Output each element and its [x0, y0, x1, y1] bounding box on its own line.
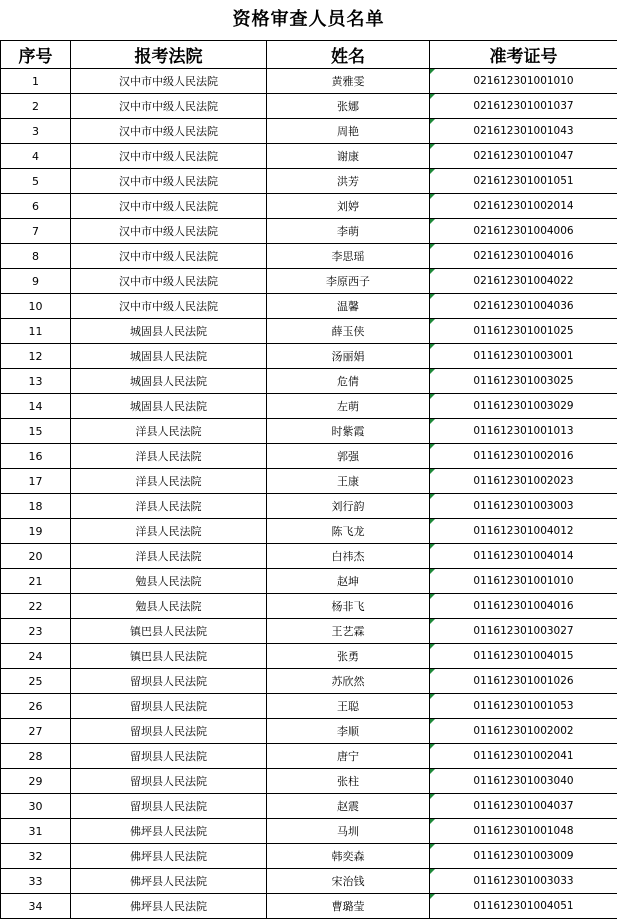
cell-index: 6 — [1, 194, 71, 219]
cell-name: 曹璐莹 — [267, 894, 430, 919]
cell-court: 留坝县人民法院 — [71, 794, 267, 819]
header-court: 报考法院 — [71, 41, 267, 69]
table-row — [1, 169, 617, 194]
cell-exam-number: 021612301001047 — [430, 144, 617, 169]
cell-exam-number: 021612301004006 — [430, 219, 617, 244]
cell-court: 镇巴县人民法院 — [71, 619, 267, 644]
cell-court: 勉县人民法院 — [71, 569, 267, 594]
cell-name: 王康 — [267, 469, 430, 494]
table-row — [1, 444, 617, 469]
cell-name: 宋治钱 — [267, 869, 430, 894]
cell-name: 苏欣然 — [267, 669, 430, 694]
cell-exam-number: 011612301001053 — [430, 694, 617, 719]
cell-court: 汉中市中级人民法院 — [71, 269, 267, 294]
cell-name: 张娜 — [267, 94, 430, 119]
cell-index: 26 — [1, 694, 71, 719]
cell-index: 1 — [1, 69, 71, 94]
cell-index: 2 — [1, 94, 71, 119]
cell-exam-number: 021612301004022 — [430, 269, 617, 294]
cell-name: 洪芳 — [267, 169, 430, 194]
cell-exam-number: 011612301004016 — [430, 594, 617, 619]
table-row — [1, 269, 617, 294]
cell-exam-number: 011612301004037 — [430, 794, 617, 819]
table-row — [1, 369, 617, 394]
cell-court: 佛坪县人民法院 — [71, 844, 267, 869]
header-row — [1, 41, 617, 69]
cell-exam-number: 011612301004051 — [430, 894, 617, 919]
cell-court: 佛坪县人民法院 — [71, 869, 267, 894]
cell-exam-number: 011612301001010 — [430, 569, 617, 594]
cell-index: 13 — [1, 369, 71, 394]
table-row — [1, 669, 617, 694]
cell-exam-number: 011612301004015 — [430, 644, 617, 669]
cell-exam-number: 011612301004014 — [430, 544, 617, 569]
table-row — [1, 519, 617, 544]
table-row — [1, 619, 617, 644]
table-row — [1, 644, 617, 669]
header-name: 姓名 — [267, 41, 430, 69]
cell-name: 危倩 — [267, 369, 430, 394]
cell-index: 4 — [1, 144, 71, 169]
document-title: 资格审查人员名单 — [232, 9, 385, 30]
cell-court: 汉中市中级人民法院 — [71, 194, 267, 219]
cell-index: 22 — [1, 594, 71, 619]
cell-name: 时紫霞 — [267, 419, 430, 444]
cell-name: 谢康 — [267, 144, 430, 169]
cell-index: 19 — [1, 519, 71, 544]
cell-name: 郭强 — [267, 444, 430, 469]
table-row — [1, 869, 617, 894]
cell-name: 李原西子 — [267, 269, 430, 294]
cell-index: 16 — [1, 444, 71, 469]
cell-index: 5 — [1, 169, 71, 194]
cell-name: 马圳 — [267, 819, 430, 844]
cell-court: 洋县人民法院 — [71, 419, 267, 444]
table-row — [1, 694, 617, 719]
table-row — [1, 119, 617, 144]
cell-index: 7 — [1, 219, 71, 244]
cell-exam-number: 011612301003009 — [430, 844, 617, 869]
cell-court: 洋县人民法院 — [71, 444, 267, 469]
table-row — [1, 244, 617, 269]
cell-exam-number: 011612301002016 — [430, 444, 617, 469]
cell-exam-number: 021612301004016 — [430, 244, 617, 269]
cell-index: 33 — [1, 869, 71, 894]
cell-exam-number: 011612301003029 — [430, 394, 617, 419]
cell-exam-number: 011612301002023 — [430, 469, 617, 494]
cell-exam-number: 011612301001025 — [430, 319, 617, 344]
cell-exam-number: 021612301001010 — [430, 69, 617, 94]
cell-exam-number: 021612301001051 — [430, 169, 617, 194]
cell-index: 25 — [1, 669, 71, 694]
cell-name: 左萌 — [267, 394, 430, 419]
cell-name: 赵坤 — [267, 569, 430, 594]
cell-court: 汉中市中级人民法院 — [71, 169, 267, 194]
cell-court: 留坝县人民法院 — [71, 744, 267, 769]
cell-name: 周艳 — [267, 119, 430, 144]
cell-exam-number: 011612301003027 — [430, 619, 617, 644]
table-row — [1, 894, 617, 919]
cell-index: 18 — [1, 494, 71, 519]
cell-index: 32 — [1, 844, 71, 869]
cell-exam-number: 011612301002002 — [430, 719, 617, 744]
table-row — [1, 219, 617, 244]
cell-index: 29 — [1, 769, 71, 794]
cell-court: 城固县人民法院 — [71, 344, 267, 369]
cell-name: 薛玉侠 — [267, 319, 430, 344]
table-row — [1, 794, 617, 819]
cell-index: 20 — [1, 544, 71, 569]
cell-court: 洋县人民法院 — [71, 469, 267, 494]
table-row — [1, 769, 617, 794]
table-row — [1, 719, 617, 744]
candidate-table — [0, 40, 617, 919]
cell-name: 陈飞龙 — [267, 519, 430, 544]
cell-exam-number: 011612301003025 — [430, 369, 617, 394]
cell-name: 黄雅雯 — [267, 69, 430, 94]
table-row — [1, 594, 617, 619]
cell-name: 白祎杰 — [267, 544, 430, 569]
table-row — [1, 744, 617, 769]
cell-court: 汉中市中级人民法院 — [71, 94, 267, 119]
cell-court: 城固县人民法院 — [71, 394, 267, 419]
cell-court: 留坝县人民法院 — [71, 719, 267, 744]
table-row — [1, 144, 617, 169]
cell-index: 14 — [1, 394, 71, 419]
cell-name: 李萌 — [267, 219, 430, 244]
cell-exam-number: 021612301004036 — [430, 294, 617, 319]
cell-index: 10 — [1, 294, 71, 319]
cell-exam-number: 011612301004012 — [430, 519, 617, 544]
table-row — [1, 494, 617, 519]
cell-index: 8 — [1, 244, 71, 269]
cell-court: 留坝县人民法院 — [71, 669, 267, 694]
cell-court: 汉中市中级人民法院 — [71, 219, 267, 244]
cell-index: 28 — [1, 744, 71, 769]
cell-index: 12 — [1, 344, 71, 369]
cell-name: 王艺霖 — [267, 619, 430, 644]
cell-court: 留坝县人民法院 — [71, 694, 267, 719]
cell-name: 唐宁 — [267, 744, 430, 769]
table-row — [1, 319, 617, 344]
cell-name: 张柱 — [267, 769, 430, 794]
cell-court: 镇巴县人民法院 — [71, 644, 267, 669]
cell-court: 汉中市中级人民法院 — [71, 294, 267, 319]
cell-name: 刘婷 — [267, 194, 430, 219]
cell-exam-number: 011612301002041 — [430, 744, 617, 769]
cell-court: 洋县人民法院 — [71, 544, 267, 569]
cell-name: 韩奕森 — [267, 844, 430, 869]
cell-court: 留坝县人民法院 — [71, 769, 267, 794]
cell-name: 张勇 — [267, 644, 430, 669]
table-row — [1, 819, 617, 844]
cell-exam-number: 021612301001043 — [430, 119, 617, 144]
cell-exam-number: 011612301003040 — [430, 769, 617, 794]
cell-court: 城固县人民法院 — [71, 369, 267, 394]
cell-exam-number: 011612301001013 — [430, 419, 617, 444]
table-row — [1, 569, 617, 594]
header-index: 序号 — [1, 41, 71, 69]
cell-name: 刘行韵 — [267, 494, 430, 519]
table-row — [1, 294, 617, 319]
cell-index: 11 — [1, 319, 71, 344]
cell-index: 23 — [1, 619, 71, 644]
cell-court: 洋县人民法院 — [71, 519, 267, 544]
header-exam-number: 准考证号 — [430, 41, 617, 69]
cell-exam-number: 021612301002014 — [430, 194, 617, 219]
cell-exam-number: 011612301001048 — [430, 819, 617, 844]
cell-court: 汉中市中级人民法院 — [71, 119, 267, 144]
cell-index: 24 — [1, 644, 71, 669]
cell-index: 30 — [1, 794, 71, 819]
table-row — [1, 394, 617, 419]
cell-name: 温馨 — [267, 294, 430, 319]
cell-court: 洋县人民法院 — [71, 494, 267, 519]
cell-index: 9 — [1, 269, 71, 294]
table-row — [1, 544, 617, 569]
cell-name: 王聪 — [267, 694, 430, 719]
cell-court: 佛坪县人民法院 — [71, 819, 267, 844]
cell-court: 汉中市中级人民法院 — [71, 144, 267, 169]
table-row — [1, 344, 617, 369]
cell-court: 佛坪县人民法院 — [71, 894, 267, 919]
cell-court: 城固县人民法院 — [71, 319, 267, 344]
table-row — [1, 194, 617, 219]
cell-name: 赵震 — [267, 794, 430, 819]
table-row — [1, 419, 617, 444]
cell-name: 汤丽娟 — [267, 344, 430, 369]
cell-index: 3 — [1, 119, 71, 144]
cell-court: 汉中市中级人民法院 — [71, 69, 267, 94]
cell-index: 31 — [1, 819, 71, 844]
table-row — [1, 94, 617, 119]
cell-index: 34 — [1, 894, 71, 919]
cell-exam-number: 011612301003033 — [430, 869, 617, 894]
cell-exam-number: 011612301003003 — [430, 494, 617, 519]
table-row — [1, 844, 617, 869]
cell-index: 21 — [1, 569, 71, 594]
cell-exam-number: 021612301001037 — [430, 94, 617, 119]
cell-name: 李顺 — [267, 719, 430, 744]
table-row — [1, 469, 617, 494]
table-row — [1, 69, 617, 94]
cell-exam-number: 011612301001026 — [430, 669, 617, 694]
cell-name: 杨非飞 — [267, 594, 430, 619]
cell-name: 李思瑶 — [267, 244, 430, 269]
cell-court: 勉县人民法院 — [71, 594, 267, 619]
cell-court: 汉中市中级人民法院 — [71, 244, 267, 269]
cell-index: 15 — [1, 419, 71, 444]
cell-index: 27 — [1, 719, 71, 744]
cell-exam-number: 011612301003001 — [430, 344, 617, 369]
cell-index: 17 — [1, 469, 71, 494]
